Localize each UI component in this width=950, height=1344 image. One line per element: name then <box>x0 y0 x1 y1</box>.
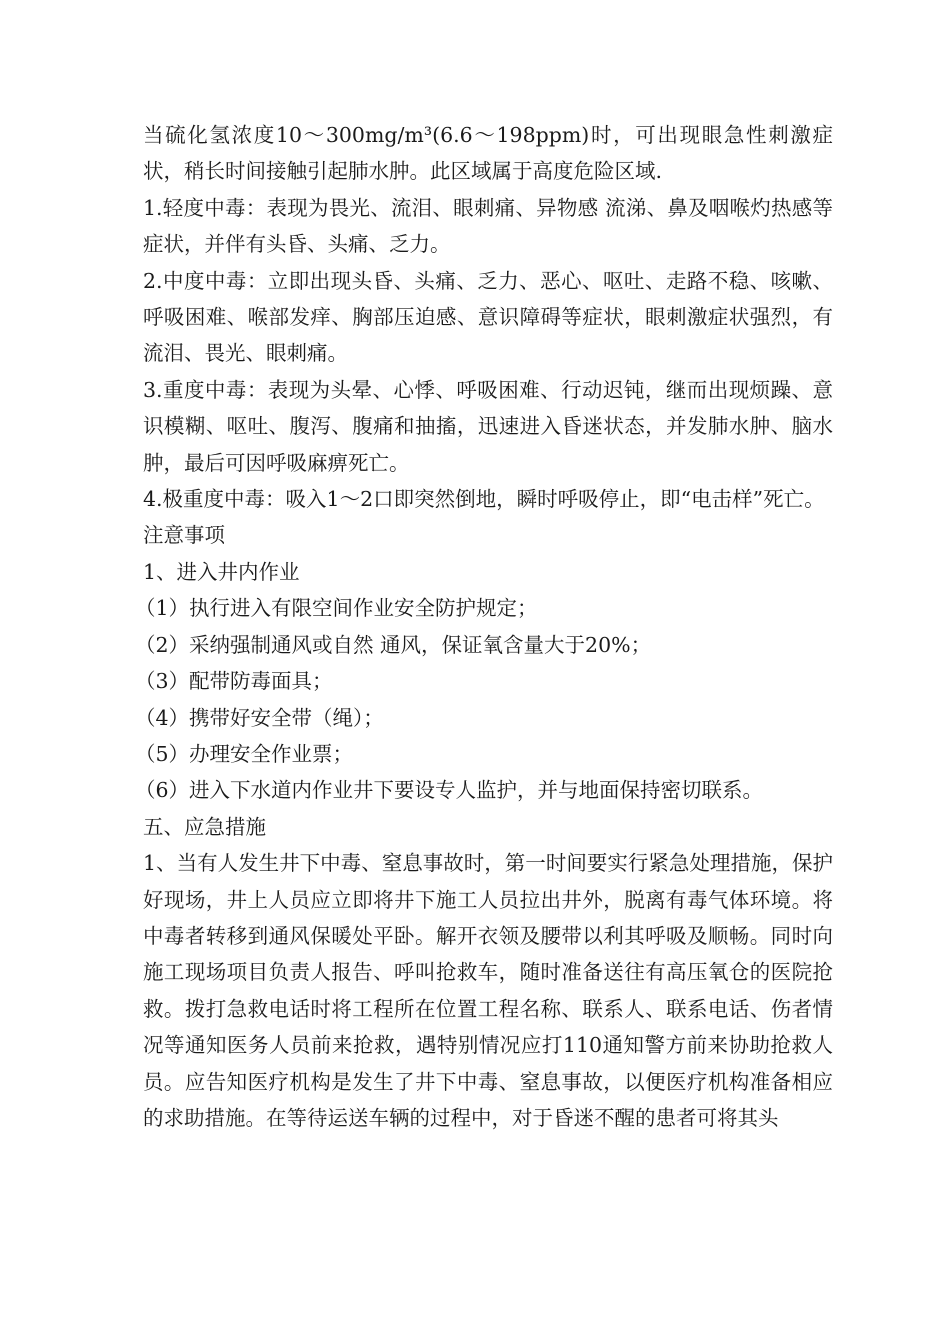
paragraph-concentration: 当硫化氢浓度10～300mg/m³(6.6～198ppm)时，可出现眼急性刺激症状，稍长时间接触引起肺水肿。此区域属于高度危险区域. <box>143 123 833 184</box>
paragraph-mild-poisoning: 1.轻度中毒：表现为畏光、流泪、眼刺痛、异物感 流涕、鼻及咽喉灼热感等症状，并伴有头昏、头痛、乏力。 <box>143 195 833 257</box>
list-item: （6）进入下水道内作业井下要设专人监护，并与地面保持密切联系。 <box>135 778 764 803</box>
paragraph-moderate-poisoning: 2.中度中毒：立即出现头昏、头痛、乏力、恶心、呕吐、走路不稳、咳嗽、呼吸困难、喉部发痒、胸部压迫感、意识障碍等症状，眼刺激症状强烈，有流泪、畏光、眼刺痛。 <box>143 268 833 366</box>
section1-heading: 1、进入井内作业 <box>143 559 300 584</box>
section5-heading: 五、应急措施 <box>143 814 266 839</box>
document-body <box>135 117 833 1136</box>
list-item: （1）执行进入有限空间作业安全防护规定； <box>135 596 538 621</box>
paragraph-extreme-poisoning: 4.极重度中毒：吸入1～2口即突然倒地，瞬时呼吸停止，即“电击样”死亡。 <box>143 487 825 512</box>
paragraph-severe-poisoning: 3.重度中毒：表现为头晕、心悸、呼吸困难、行动迟钝，继而出现烦躁、意识模糊、呕吐、腹泻、腹痛和抽搐，迅速进入昏迷状态，并发肺水肿、脑水肿，最后可因呼吸麻痹死亡。 <box>143 377 833 475</box>
list-item: （2）采纳强制通风或自然 通风，保证氧含量大于20%； <box>135 632 652 657</box>
paragraph-emergency-measures: 1、当有人发生井下中毒、窒息事故时，第一时间要实行紧急处理措施，保护好现场，井上人员应立即将井下施工人员拉出井外，脱离有毒气体环境。将中毒者转移到通风保暖处平卧。解开衣领及腰带以利其呼吸及顺畅。同时向施工现场项目负责人报告、呼叫抢救车，随时准备送往有高压氧仓的医院抢救。拨打急救电话时将工程所在位置工程名称、联系人、联系电话、伤者情况等通知医务人员前来抢救，遇特别情况应打110通知警方前来协助抢救人员。应告知医疗机构是发生了井下中毒、窒息事故，以便医疗机构准备相应的求助措施。在等待运送车辆的过程中，对于昏迷不醒的患者可将其头 <box>143 851 833 1130</box>
list-item: （3）配带防毒面具； <box>135 669 333 694</box>
list-item: （5）办理安全作业票； <box>135 741 354 766</box>
notes-heading: 注意事项 <box>143 523 225 548</box>
list-item: （4）携带好安全带（绳）； <box>135 705 384 730</box>
